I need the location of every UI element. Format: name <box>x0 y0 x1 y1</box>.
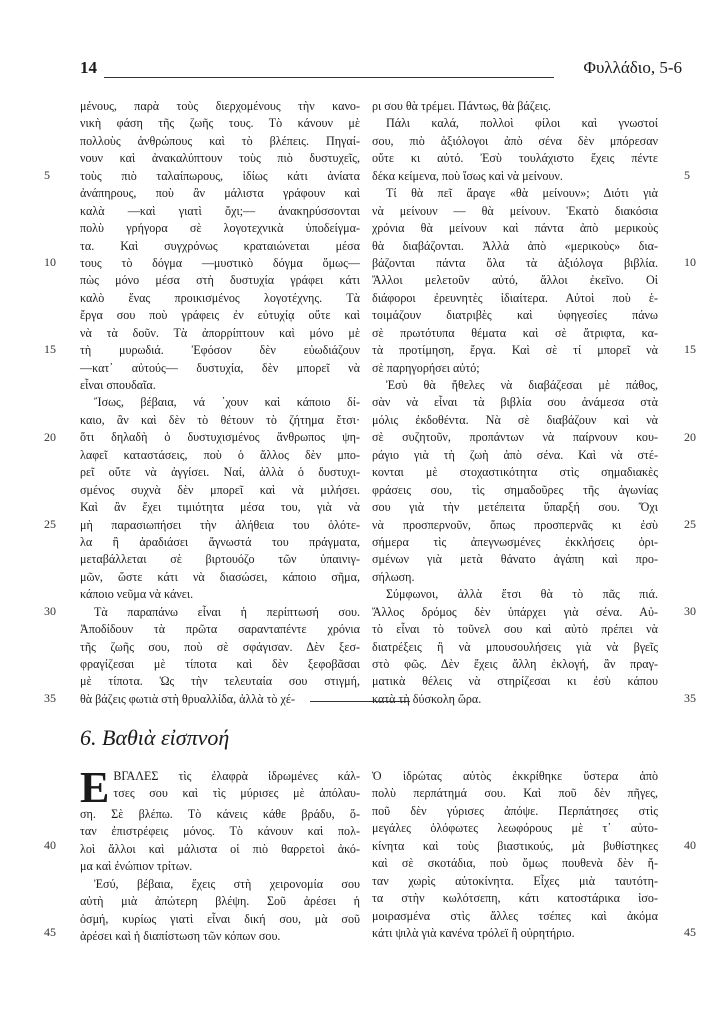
drop-cap: Ε <box>80 763 110 812</box>
text-line: σμένων γιὰ μετὰ θάνατο ἀγάπη καὶ προ- <box>372 552 658 567</box>
text-line: βάζονται πάντα ὅλα τὰ ἀξιόλογα βιβλία. <box>372 255 658 270</box>
text-line: μὴ παρασιωπήσει τὴν ἀλήθεια του ὁλότε- <box>80 517 360 532</box>
section-left-body <box>80 806 360 946</box>
section-right-column <box>372 768 658 942</box>
text-line: νουν καὶ ἀνακαλύπτουν τοὺς πιὸ δυστυχεῖς, <box>80 151 360 166</box>
section-left-column <box>80 763 360 946</box>
text-line: Καὶ ἂν ἔχει τιμιότητα μέσα του, γιὰ νὰ <box>80 500 360 515</box>
page-number: 14 <box>80 58 97 77</box>
line-number: 25 <box>44 516 56 531</box>
text-line: ἀνάπηρους, ποὺ ἂν μάλιστα γράφουν καὶ <box>80 186 360 201</box>
text-line: —κατ᾽ αὐτούς— δυστυχία, δὲν μπορεῖ νὰ <box>80 360 360 375</box>
text-line: τους τὸ δόγμα —μυστικὸ δόγμα ὅμως— <box>80 255 360 270</box>
text-line: μόλις ἐκδοθέντα. Νὰ σὲ διαβάζουν καὶ νὰ <box>372 412 658 427</box>
text-line: σου, πιὸ ἀξιόλογοι ἀπὸ σένα δὲν μπόρεσαν <box>372 133 658 148</box>
text-line: μεγάλες ὁλόφωτες λεωφόρους μὲ τ᾽ αὐτο- <box>372 821 658 836</box>
section-title: 6. Βαθιὰ εἰσπνοή <box>80 725 230 750</box>
text-line: μὲ τίποτα. Ὡς τὴν τελευταία σου στιγμή, <box>80 674 360 689</box>
line-number: 45 <box>44 925 56 940</box>
text-line: κατὰ τὴ δύσκολη ὥρα. <box>372 691 482 706</box>
text-line: καὶ σὲ σκοτάδια, ποὺ ὅμως πουθενὰ δὲν ἤ- <box>372 856 658 871</box>
line-number: 45 <box>684 925 696 940</box>
text-line: ὅτι δηλαδὴ ὁ δυστυχισμένος ἄνθρωπος ψη- <box>80 430 360 445</box>
line-number: 5 <box>684 167 690 182</box>
text-line: ποῦ δὲν γύρισες ἀπόψε. Περπάτησες στὶς <box>372 803 658 818</box>
first-word: ΒΓΑΛΕΣ <box>113 769 159 783</box>
line-number: 35 <box>44 691 56 706</box>
text-line: ταν χωρὶς αὐτοκίνητα. Εἶχες μιὰ ταυτότη- <box>372 873 658 888</box>
text-line: σήλωση. <box>372 569 415 584</box>
line-number: 25 <box>684 516 696 531</box>
text-line: ὀσμή, κυρίως γιατὶ εἶναι δική σου, μὰ σοῦ <box>80 911 360 926</box>
text-line: εἶναι σπουδαῖα. <box>80 378 156 392</box>
text-line: μεταβάλλεται σὲ βιρτουόζο τῶν ὑπαινιγ- <box>80 552 360 567</box>
text-line: ταν ἐπιστρέφεις μόνος. Τὸ κάνουν καὶ πολ- <box>80 824 360 839</box>
text-line: σὲ πρωτότυπα θέματα καὶ σὲ ἄτριφτα, κα- <box>372 325 658 340</box>
section-separator <box>310 701 410 702</box>
text-line: λαφεῖ καταστάσεις, ποὺ ὁ ἄλλος δὲν μπο- <box>80 447 360 462</box>
text-line: ράγιο γιὰ τὴ ζωὴ ἀπὸ σένα. Καὶ νὰ στέ- <box>372 447 658 462</box>
text-line: φράσεις σου, τὶς σημαδοῦρες τῆς ἀγωνίας <box>372 482 658 497</box>
text-line: λα ἢ ἀραδιάσει ἄγνωστά του πράγματα, <box>80 534 360 549</box>
text-line: διατρέξεις ἢ νὰ μπουσουλήσεις γιὰ νὰ βγεῖς <box>372 639 658 654</box>
text-line: σὲ παρηγορήσει αὐτό; <box>372 360 480 375</box>
text-line: θὰ διαβάζονται. Ἀλλὰ ἀπὸ «μερικοὺς» δια- <box>372 238 658 253</box>
running-title: Φυλλάδιο, 5-6 <box>583 58 682 77</box>
text-line: ἀρέσει καὶ ἡ διαπίστωση τῶν κόπων σου. <box>80 929 281 944</box>
text-line: πὼς μόνο μέσα στὴ δυστυχία γράφει κάτι <box>80 273 360 288</box>
top-right-column <box>372 98 658 708</box>
line-number: 20 <box>44 429 56 444</box>
line-number: 10 <box>44 255 56 270</box>
text-line: λοὶ ἄλλοι καὶ μάλιστα οἱ πιὸ θαρρετοὶ ἀκό- <box>80 841 360 856</box>
text-line: φραγίζεσαι μὲ τίποτα καὶ δὲν ξεφοβᾶσαι <box>80 657 360 671</box>
text-line: τσες σου καὶ τὶς μύρισες μὲ ἀπόλαυ- <box>113 786 360 801</box>
text-line: διάφοροι ἐρευνητὲς ἰδιαίτερα. Αὐτοὶ ποὺ ἑ- <box>372 290 658 305</box>
text-line: πολὺ περπάτημά σου. Καὶ ποῦ δὲν πῆγες, <box>372 786 658 801</box>
line-number: 15 <box>684 342 696 357</box>
text-line: νὰ προσπερνοῦν, ὅπως προσπερνᾶς κι ἐσὺ <box>372 517 658 532</box>
text-line: ἔργα σου ποὺ γράφεις ἐν εὐτυχίᾳ οὔτε καὶ <box>80 308 360 323</box>
text-line: τὰ προτίμηση, ἔργα. Καὶ σὲ τί μπορεῖ νὰ <box>372 343 658 358</box>
text-line: σὰν νὰ εἶναι τὰ βιβλία σου ἀνάμεσα στὰ <box>372 395 658 410</box>
text-line: ματικὰ θέλεις νὰ στηρίζεσαι κι ἐσὺ κάπου <box>372 674 658 689</box>
text-line: ρεῖ οὔτε νὰ ἀγγίσει. Ναί, ἀλλὰ ὁ δυστυχι- <box>80 465 360 480</box>
line-number: 5 <box>44 167 50 182</box>
text-line: τοιμάζουν διατριβὲς καὶ ὑφηγεσίες πάνω <box>372 308 658 323</box>
text-line: σὲ συζητοῦν, προπάντων νὰ παίρνουν κου- <box>372 430 658 445</box>
text-line: Σύμφωνοι, ἀλλὰ ἔτσι θὰ τὸ πᾶς πιά. <box>386 587 658 602</box>
text-line: Ἴσως, βέβαια, νά ᾽χουν καὶ κάποιο δί- <box>94 395 360 410</box>
text-line: ρι σου θὰ τρέμει. Πάντως, θὰ βάζεις. <box>372 99 551 113</box>
text-line: νὰ τὰ δοῦν. Τὰ ἀπορρίπτουν καὶ μόνο μὲ <box>80 325 360 340</box>
text-line: πολλοὺς ἀνθρώπους καὶ τὸ βλέπεις. Πηγαί- <box>80 133 360 148</box>
text-line: μένους, παρὰ τοὺς διερχομένους τὴν κανο- <box>80 99 360 113</box>
text-line: τα στὴν κωλότσεπη, κάτι κατοστάρικα ἰσο- <box>372 891 658 906</box>
text-line: κάποιο νεῦμα νὰ κάνει. <box>80 587 194 602</box>
text-line: κίνητα καὶ τοὺς βιαστικούς, μὰ βυθίστηκες <box>372 838 658 853</box>
text-line: κάτι ψιλὰ γιὰ κανένα τρόλεϊ ἢ οὐρητήριο. <box>372 925 575 940</box>
text-line: σμένος συχνὰ δὲν μπορεῖ καὶ νὰ μιλήσει. <box>80 482 360 497</box>
text-line: Ἐσὺ θὰ ἤθελες νὰ διαβάζεσαι μὲ πάθος, <box>386 378 658 392</box>
text-line: Πάλι καλά, πολλοὶ φίλοι καὶ γνωστοί <box>386 116 658 131</box>
top-left-column <box>80 98 360 708</box>
text-line: τοὺς πιὸ ταλαίπωρους, ἰδίως κάτι ἀνίατα <box>80 168 360 183</box>
text-line: Ἐσύ, βέβαια, ἔχεις στὴ χειρονομία σου <box>94 876 360 891</box>
text-line: τα. Καὶ συγχρόνως κραταιώνεται μέσα <box>80 238 360 253</box>
text-line: σήμερα τὶς ἀπεγνωσμένες ἐκκλήσεις ὁρι- <box>372 534 658 549</box>
text-line: σου γιὰ τὴν μετέπειτα ὕπαρξή σου. Ὄχι <box>372 500 658 515</box>
text-line: Ἄλλοι μελετοῦν αὐτό, ἄλλοι ἐκεῖνο. Οἱ <box>372 273 658 288</box>
text-line: κονται μὲ στοχαστικότητα στὶς σημαδιακὲς <box>372 465 658 480</box>
text-line: νὰ μείνουν — θὰ μείνουν. Ἑκατὸ διακόσια <box>372 203 658 218</box>
text-line: χρόνια θὰ μείνουν καὶ πάντα ἀπὸ μερικοὺς <box>372 221 658 236</box>
text-line: Ἀποδίδουν τὰ πρῶτα σαρανταπέντε χρόνια <box>80 622 360 637</box>
text-line: τὴ μυρωδιά. Ἐφόσον δὲν εὐωδιάζουν <box>80 343 360 358</box>
text-fragment: τὶς ἐλαφρὰ ἱδρωμένες κάλ- <box>158 769 360 783</box>
text-line: Τὰ παραπάνω εἶναι ἡ περίπτωσή σου. <box>94 604 360 619</box>
line-number: 20 <box>684 429 696 444</box>
text-line: καλὰ —καὶ γιατὶ ὄχι;— ἀνακηρύσσονται <box>80 203 360 218</box>
line-number: 10 <box>684 255 696 270</box>
text-line: μοιρασμένα στὶς ἄλλες τσέπες καὶ ἀκόμα <box>372 908 658 923</box>
page-header <box>80 58 682 82</box>
text-line: δέκα κείμενα, ποὺ ἴσως καὶ νὰ μείνουν. <box>372 168 563 183</box>
text-line: τὸ εἶναι τὸ τοῦνελ σου καὶ αὐτὸ πρέπει νὰ <box>372 622 658 637</box>
line-number: 40 <box>684 837 696 852</box>
text-line: καλὸ ἕνας προικισμένος λογοτέχνης. Τὰ <box>80 290 360 305</box>
text-line: μα καὶ ἐνώπιον τρίτων. <box>80 859 193 874</box>
text-line: τῆς ζωῆς σου, ποὺ σὲ σφάγισαν. Δὲν ξεσ- <box>80 639 360 654</box>
text-line: ση. Σὲ βλέπω. Τὸ κάνεις κάθε βράδυ, ὅ- <box>80 807 360 821</box>
line-number: 35 <box>684 691 696 706</box>
text-line: οὔτε κι αὐτό. Ἐσὺ τουλάχιστο ἔχεις πέντε <box>372 151 658 166</box>
text-line: θὰ βάζεις φωτιὰ στὴ θρυαλλίδα, ἀλλὰ τὸ χέ- <box>80 691 295 706</box>
line-number: 15 <box>44 342 56 357</box>
header-rule <box>104 77 554 78</box>
text-line <box>80 768 360 785</box>
text-line: αὐτὴ μιὰ ἀπώτερη βλέψη. Σοῦ ἀρέσει ἡ <box>80 894 360 909</box>
line-number: 40 <box>44 837 56 852</box>
text-line: Τί θὰ πεῖ ἄραγε «θὰ μείνουν»; Διότι γιὰ <box>386 186 658 201</box>
text-line: Ὁ ἱδρώτας αὐτὸς ἐκκρίθηκε ὕστερα ἀπὸ <box>372 769 658 783</box>
text-line: νικὴ φάση τῆς ζωῆς τους. Τὸ κάνουν μὲ <box>80 116 360 131</box>
text-line: Ἄλλος δρόμος δὲν ὑπάρχει γιὰ σένα. Αὐ- <box>372 604 658 619</box>
text-line: μῶν, ὥστε κάτι νὰ διασώσει, κάποιο σῆμα, <box>80 569 360 584</box>
line-number: 30 <box>684 604 696 619</box>
text-line: καιο, ἂν καὶ δὲν τὸ θέτουν τὸ ζήτημα ἔτσι· <box>80 412 360 427</box>
text-line: πολὺ γρήγορα σὲ λογοτεχνικὰ ὑποδείγμα- <box>80 221 360 236</box>
text-line: στὸ φῶς. Δὲν ἔχεις ἄλλη ἐκλογή, ἂν πραγ- <box>372 657 658 671</box>
line-number: 30 <box>44 604 56 619</box>
